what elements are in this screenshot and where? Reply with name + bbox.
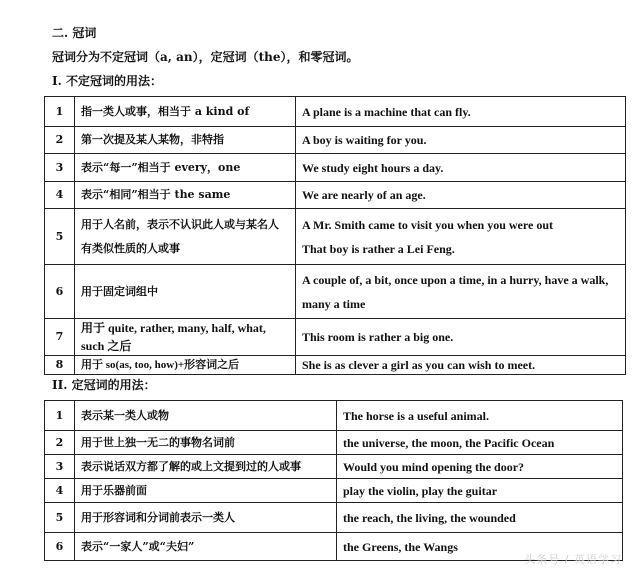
example-cell: Would you mind opening the door?: [337, 455, 623, 479]
table-row: [45, 356, 626, 375]
row-number: 3: [45, 455, 75, 479]
example-cell: play the violin, play the guitar: [337, 479, 623, 503]
usage-cell: 用于乐器前面: [75, 479, 337, 503]
usage-cell: 用于世上独一无二的事物名词前: [75, 431, 337, 455]
example-cell: This room is rather a big one.: [296, 319, 626, 356]
table-row: [45, 401, 623, 431]
watermark: 头条号 / 英语学习: [524, 553, 622, 566]
table-row: [45, 503, 623, 533]
row-number: 2: [45, 127, 75, 154]
row-number: 5: [45, 209, 75, 265]
usage-cell: 表示“每一”相当于 every，one: [75, 154, 296, 182]
row-number: 6: [45, 265, 75, 319]
part2-heading: II. 定冠词的用法：: [52, 378, 156, 392]
table-row: [45, 265, 626, 319]
example-cell: We study eight hours a day.: [296, 154, 626, 182]
row-number: 8: [45, 356, 75, 375]
table-row: [45, 431, 623, 455]
table-row: [45, 127, 626, 154]
example-cell: the reach, the living, the wounded: [337, 503, 623, 533]
usage-cell: 用于人名前，表示不认识此人或与某名人有类似性质的人或事: [75, 209, 296, 265]
table-row: [45, 319, 626, 356]
example-line: That boy is rather a Lei Feng.: [302, 241, 455, 256]
section-heading: 二. 冠词: [52, 26, 97, 40]
example-line: A Mr. Smith came to visit you when you were out: [302, 217, 553, 232]
part1-heading: I. 不定冠词的用法：: [52, 74, 162, 88]
table-row: [45, 479, 623, 503]
intro-text: 冠词分为不定冠词（a, an），定冠词（the），和零冠词。: [52, 50, 359, 64]
row-number: 1: [45, 97, 75, 127]
example-cell: A couple of, a bit, once upon a time, in a hurry, have a walk, many a time: [296, 265, 626, 319]
table-row: [45, 209, 626, 265]
row-number: 2: [45, 431, 75, 455]
row-number: 4: [45, 182, 75, 209]
usage-cell: 表示说话双方都了解的或上文提到过的人或事: [75, 455, 337, 479]
example-cell: We are nearly of an age.: [296, 182, 626, 209]
table-row: [45, 97, 626, 127]
example-cell: The horse is a useful animal.: [337, 401, 623, 431]
usage-cell: 用于 quite, rather, many, half, what, such 之后: [75, 319, 296, 356]
usage-cell: 表示某一类人或物: [75, 401, 337, 431]
row-number: 6: [45, 533, 75, 561]
usage-cell: 指一类人或事，相当于 a kind of: [75, 97, 296, 127]
table-row: [45, 182, 626, 209]
usage-cell: 用于 so(as, too, how)+形容词之后: [75, 356, 296, 375]
row-number: 7: [45, 319, 75, 356]
example-cell: A plane is a machine that can fly.: [296, 97, 626, 127]
usage-cell: 表示“一家人”或“夫妇”: [75, 533, 337, 561]
row-number: 3: [45, 154, 75, 182]
row-number: 1: [45, 401, 75, 431]
example-cell: She is as clever a girl as you can wish to meet.: [296, 356, 626, 375]
indefinite-article-table: [44, 96, 626, 375]
usage-cell: 表示“相同”相当于 the same: [75, 182, 296, 209]
example-cell: the Greens, the Wangs: [337, 533, 623, 561]
example-cell: [296, 209, 626, 265]
table-row: [45, 455, 623, 479]
definite-article-table: [44, 400, 623, 561]
example-cell: the universe, the moon, the Pacific Ocean: [337, 431, 623, 455]
usage-cell: 用于固定词组中: [75, 265, 296, 319]
example-cell: A boy is waiting for you.: [296, 127, 626, 154]
usage-cell: 用于形容词和分词前表示一类人: [75, 503, 337, 533]
row-number: 4: [45, 479, 75, 503]
usage-cell: 第一次提及某人某物，非特指: [75, 127, 296, 154]
table-row: [45, 154, 626, 182]
row-number: 5: [45, 503, 75, 533]
